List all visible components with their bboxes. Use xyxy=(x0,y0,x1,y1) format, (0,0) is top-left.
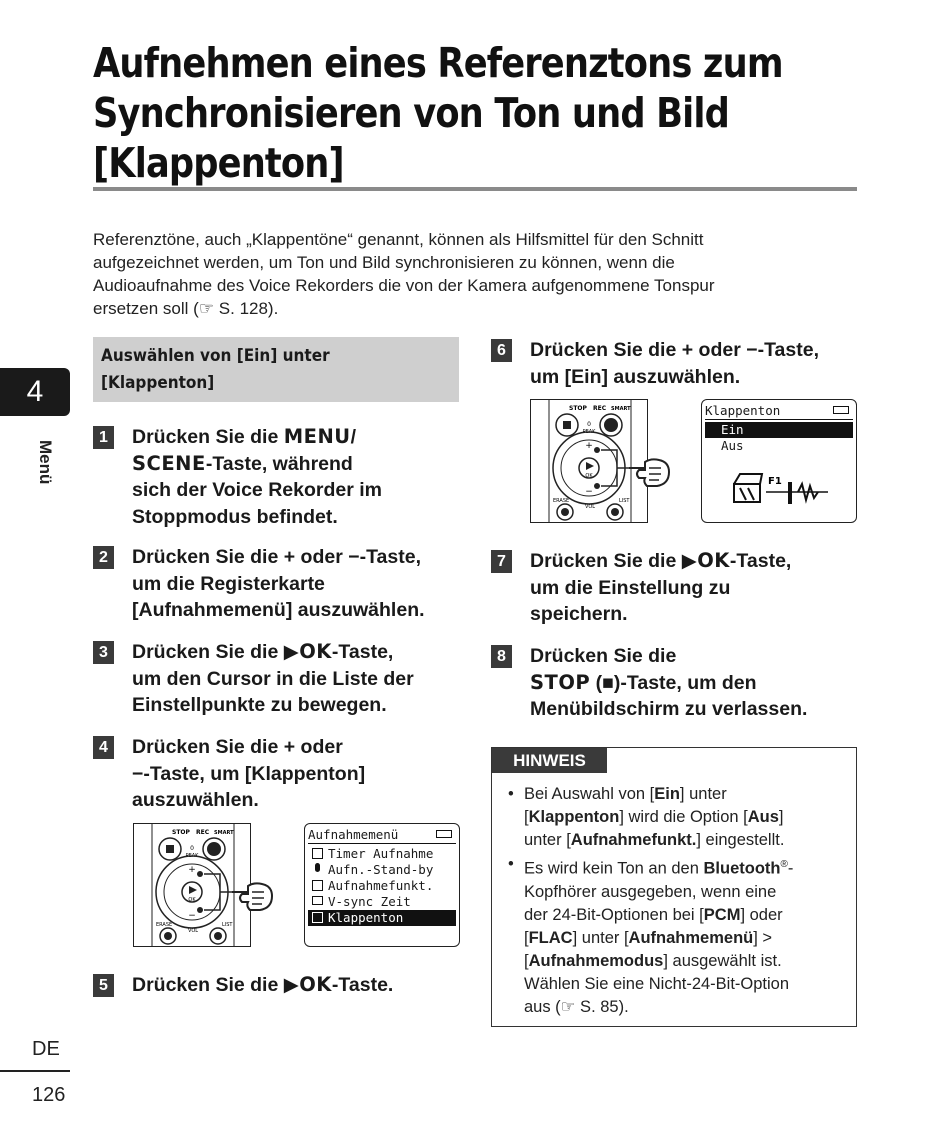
page-title: Aufnehmen eines Referenztons zum Synchronisieren von Ton und Bild [Klappenton] xyxy=(93,39,783,187)
svg-text:OK: OK xyxy=(585,473,593,479)
menu-item[interactable]: Aufnahmefunkt. xyxy=(308,878,456,894)
timer-icon xyxy=(312,848,323,859)
svg-text:ERASE: ERASE xyxy=(156,922,173,928)
microphone-icon xyxy=(315,863,320,872)
step-number: 7 xyxy=(491,550,512,573)
step-6: 6 Drücken Sie die + oder −-Taste, um [Ein] auszuwählen. xyxy=(491,337,871,393)
footer-rule xyxy=(0,1070,70,1072)
step-4: 4 Drücken Sie die + oder −-Taste, um [Klappenton] auszuwählen. xyxy=(93,734,473,816)
step-number: 3 xyxy=(93,641,114,664)
svg-text:+: + xyxy=(188,865,196,875)
step-5: 5 Drücken Sie die ▶OK-Taste. xyxy=(93,972,473,1002)
step-8: 8 Drücken Sie die STOP (■)-Taste, um den Menübildschirm zu verlassen. xyxy=(491,643,871,725)
svg-text:VOL: VOL xyxy=(585,504,596,510)
svg-text:−: − xyxy=(188,911,196,921)
svg-text:OK: OK xyxy=(188,897,196,903)
svg-text:0: 0 xyxy=(190,845,194,852)
svg-text:SMART: SMART xyxy=(214,830,234,836)
step-7: 7 Drücken Sie die ▶OK-Taste, um die Einstellung zu speichern. xyxy=(491,548,871,630)
menu-screen xyxy=(304,823,460,947)
menu-item-selected[interactable]: Klappenton xyxy=(308,910,456,926)
screen-title-row: Klappenton xyxy=(705,403,853,420)
option-selected[interactable]: Ein xyxy=(705,422,853,438)
option[interactable]: Aus xyxy=(721,438,744,453)
clapperboard-icon xyxy=(732,470,832,506)
svg-text:REC: REC xyxy=(593,405,607,412)
svg-text:REC: REC xyxy=(196,829,210,836)
ok-key-label: ▶OK xyxy=(283,973,332,996)
step-number: 2 xyxy=(93,546,114,569)
step-number: 6 xyxy=(491,339,512,362)
svg-text:PEAK: PEAK xyxy=(582,429,596,435)
note-label: HINWEIS xyxy=(492,748,607,773)
ok-key-label: ▶OK xyxy=(283,640,332,663)
svg-text:0: 0 xyxy=(587,421,591,428)
menu-item[interactable]: V-sync Zeit xyxy=(308,894,456,910)
chapter-tab: 4 xyxy=(0,368,70,416)
svg-text:PEAK: PEAK xyxy=(185,853,199,859)
battery-icon xyxy=(436,830,452,838)
svg-text:−: − xyxy=(585,487,593,497)
battery-icon xyxy=(833,406,849,414)
svg-text:STOP: STOP xyxy=(172,829,190,836)
step-2: 2 Drücken Sie die + oder −-Taste, um die Registerkarte [Aufnahmemenü] auszuwählen. xyxy=(93,544,473,626)
svg-text:VOL: VOL xyxy=(188,928,199,934)
scene-key-label: SCENE xyxy=(132,451,206,475)
note-item: • Es wird kein Ton an den Bluetooth®- Kopfhörer ausgegeben, wenn eine der 24-Bit-Optionen bei [PCM] oder [FLAC] unter [Aufnahmemenü] > [Aufnahmemodus] ausgewählt ist. Wählen Sie eine Nicht-24-Bit-Option aus (☞ S. 85). xyxy=(506,853,841,1019)
step-1: 1 Drücken Sie die MENU/ SCENE-Taste, während sich der Voice Rekorder im Stoppmodus befindet. xyxy=(93,424,473,534)
menu-key-label: MENU xyxy=(283,425,351,448)
klappenton-screen xyxy=(701,399,857,523)
pointing-hand-icon xyxy=(627,452,673,492)
stop-key-label: STOP xyxy=(530,670,591,694)
step-number: 4 xyxy=(93,736,114,759)
section-heading: Auswählen von [Ein] unter [Klappenton] xyxy=(93,337,459,402)
svg-text:LIST: LIST xyxy=(222,922,233,928)
svg-text:LIST: LIST xyxy=(619,498,630,504)
chapter-label: Menü xyxy=(36,440,55,485)
step-number: 8 xyxy=(491,645,512,668)
menu-item[interactable]: Timer Aufnahme xyxy=(308,846,456,862)
intro-paragraph: Referenztöne, auch „Klappentöne“ genannt, können als Hilfsmittel für den Schnitt aufgezeichnet werden, um Ton und Bild synchronisieren zu können, wenn die Audioaufnahme des Voice Rekorders die von der Kamera aufgenommene Tonspur ersetzen soll (☞ S. 128). xyxy=(93,230,715,318)
title-underline xyxy=(93,187,857,191)
note-box xyxy=(491,747,857,1027)
language-code: DE xyxy=(32,1038,60,1060)
screen-title-row: Aufnahmemenü xyxy=(308,827,456,844)
settings-icon xyxy=(312,912,323,923)
step-number: 1 xyxy=(93,426,114,449)
svg-text:STOP: STOP xyxy=(569,405,587,412)
monitor-icon xyxy=(312,896,323,905)
step-number: 5 xyxy=(93,974,114,997)
play-icon xyxy=(312,880,323,891)
note-item: • Bei Auswahl von [Ein] unter [Klappenton] wird die Option [Aus] unter [Aufnahmefunkt.] eingestellt. xyxy=(506,783,841,852)
menu-item[interactable]: Aufn.-Stand-by xyxy=(308,862,456,878)
pointing-hand-icon xyxy=(230,876,276,916)
svg-text:F1: F1 xyxy=(768,476,782,487)
svg-text:SMART: SMART xyxy=(611,406,631,412)
note-list xyxy=(506,783,841,1020)
ok-key-label: ▶OK xyxy=(681,549,730,572)
page-number: 126 xyxy=(32,1084,66,1106)
step-3: 3 Drücken Sie die ▶OK-Taste, um den Cursor in die Liste der Einstellpunkte zu bewegen. xyxy=(93,639,473,721)
svg-text:+: + xyxy=(585,441,593,451)
svg-text:ERASE: ERASE xyxy=(553,498,570,504)
